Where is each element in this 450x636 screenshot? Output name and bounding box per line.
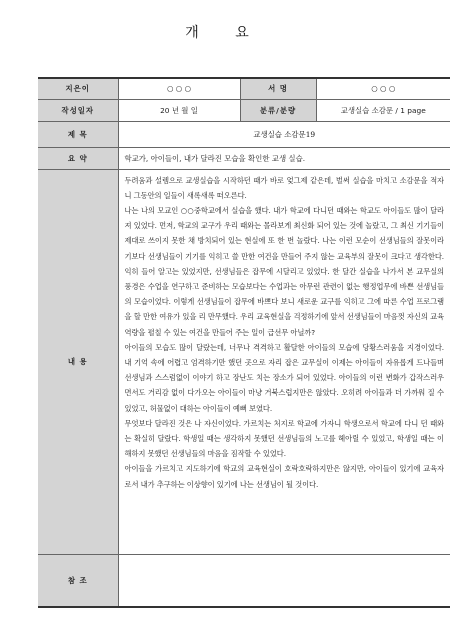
content-paragraph-3: 아이들의 모습도 많이 달랐는데, 너무나 격격하고 활달한 아이들의 모습에 당황스러움을 지경이었다. 내 기억 속에 어렵고 엄격하기만 했던 곳으로 자리 잡은 교무실이 이제는 아이들이 자유롭게 드나들며 선생님과 스스럼없이 이야기 하고 장난도 치는 장소가 되어 있었다. 아이들의 이런 변화가 갑작스러우면서도 거리감 없이 다가오는 아이들이 마냥 거북스럽지만은 않았다. 오히려 아이들과 더 가까워 질 수 있었고, 허물없이 대하는 아이들이 예뻐 보였다. <box>124 342 444 413</box>
summary-row <box>38 147 450 169</box>
category-value: 교생실습 소감문 / 1 page <box>316 99 450 121</box>
content-row <box>38 169 450 554</box>
content-body <box>118 169 450 554</box>
author-label: 지은이 <box>38 78 118 99</box>
reference-label: 참 조 <box>38 554 118 607</box>
reference-row <box>38 554 450 607</box>
document-title: 개 요 <box>185 25 265 41</box>
subject-label: 제 목 <box>38 121 118 147</box>
subject-value: 교생실습 소감문19 <box>118 121 450 147</box>
signature-value: ○ ○ ○ <box>316 78 450 99</box>
content-paragraph-1: 두려움과 설렘으로 교생실습을 시작하던 때가 바로 엊그제 같은데, 벌써 실습을 마치고 소감문을 적자니 그동안의 일들이 새록새록 떠오른다. <box>124 175 444 200</box>
date-label: 작성일자 <box>38 99 118 121</box>
content-label: 내 용 <box>38 169 118 554</box>
summary-label: 요 약 <box>38 147 118 169</box>
content-paragraph-5: 아이들을 가르치고 지도하기에 학교의 교육현실이 호락호락하지만은 않지만, 아이들이 있기에 교육자로서 내가 추구하는 이상향이 있기에 나는 선생님이 될 것이다. <box>124 464 444 489</box>
subject-row <box>38 121 450 147</box>
content-paragraph-2: 나는 나의 모교인 ○○중학교에서 실습을 했다. 내가 학교에 다니던 때와는 학교도 아이들도 많이 달라져 있었다. 먼저, 학교의 교구가 우리 때와는 몰라보게 최신화 되어 있는 것에 놀랐고, 그 최신 기기들이 제대로 쓰이지 못한 채 방치되어 있는 현실에 또 한 번 놀랐다. 나는 이런 모순이 선생님들의 잘못이라기보다 선생님들이 기기를 익히고 쓸 만한 여건을 만들어 주지 않는 교육부의 잘못이 크다고 생각한다. 익히 들어 알고는 있었지만, 선생님들은 잡무에 시달리고 있었다. 한 달간 실습을 나가서 본 교무실의 풍경은 수업을 연구하고 준비하는 모습보다는 수업과는 아무런 관련이 없는 행정업무에 바쁜 선생님들의 모습이었다. 이렇게 선생님들이 잡무에 바쁘다 보니 새로운 교구를 익히고 그에 따른 수업 프로그램을 할 만한 여유가 있을 리 만무했다. 우리 교육현실을 걱정하기에 앞서 선생님들이 마음껏 자신의 교육역량을 펼칠 수 있는 여건을 만들어 주는 일이 급선무 아닐까? <box>124 205 444 337</box>
content-paragraph-4: 무엇보다 달라진 것은 나 자신이었다. 가르치는 처지로 학교에 가자니 학생으로서 학교에 다니 던 때와는 확실히 달랐다. 학생일 때는 생각하지 못했던 선생님들의 노고를 헤아릴 수 있었고, 학생일 때는 이해하지 못했던 선생님들의 마음을 짐작할 수 있었다. <box>124 418 444 459</box>
reference-value <box>118 554 450 607</box>
author-row <box>38 78 450 99</box>
category-label: 분류/분량 <box>240 99 316 121</box>
signature-label: 서 명 <box>240 78 316 99</box>
document-form-table <box>38 77 450 608</box>
date-value: 20 년 월 일 <box>118 99 240 121</box>
summary-value: 학교가, 아이들이, 내가 달라진 모습을 확인한 교생 실습. <box>118 147 450 169</box>
author-value: ○ ○ ○ <box>118 78 240 99</box>
date-row <box>38 99 450 121</box>
